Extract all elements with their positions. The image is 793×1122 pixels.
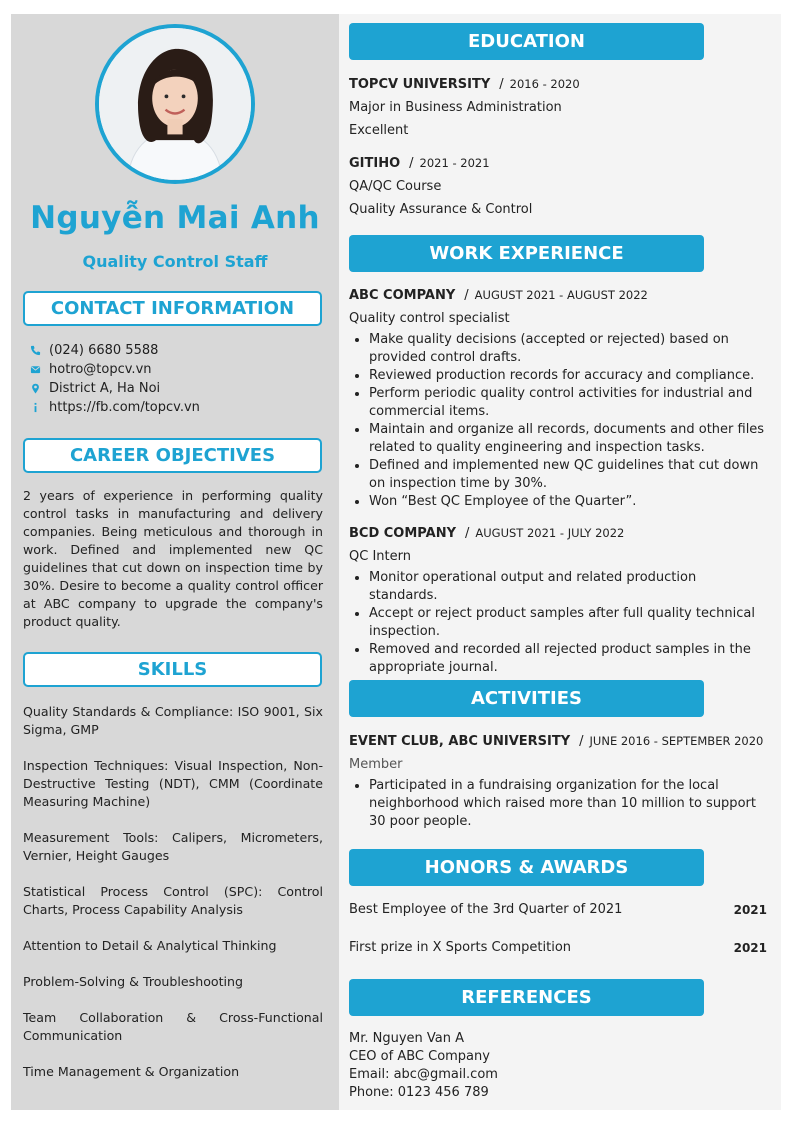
activities-section (349, 730, 767, 831)
contact-website (28, 398, 328, 417)
award-name: Best Employee of the 3rd Quarter of 2021 (349, 902, 623, 917)
activity-role: Member (349, 757, 403, 772)
skill-item: Measurement Tools: Calipers, Micrometers, Vernier, Height Gauges (23, 830, 323, 863)
activity-org: EVENT CLUB, ABC UNIVERSITY (349, 734, 571, 749)
reference-email: Email: abc@gmail.com (349, 1067, 498, 1082)
job-position: QC Intern (349, 549, 411, 564)
school-name: GITIHO (349, 156, 401, 171)
references-section (349, 1030, 767, 1102)
reference-title: CEO of ABC Company (349, 1049, 490, 1064)
career-objectives-text: 2 years of experience in performing quality control tasks in manufacturing and delivery companies. Being meticulous and thorough in work. Defined and implemented new QC guidelines that cut down on inspection time by 30%. Desire to become a quality control officer at ABC company to upgrade the company's product quality. (23, 488, 323, 629)
activity-header: EVENT CLUB, ABC UNIVERSITY / JUNE 2016 - SEPTEMBER 2020 (349, 734, 764, 749)
reference-phone: Phone: 0123 456 789 (349, 1085, 489, 1100)
contact-email (28, 360, 328, 379)
job-date: AUGUST 2021 - AUGUST 2022 (474, 288, 648, 302)
resume-page (11, 14, 781, 1110)
activity-bullets (349, 777, 767, 831)
skill-item: Inspection Techniques: Visual Inspection, Non-Destructive Testing (NDT), CMM (Coordinate Measuring Machine) (23, 758, 323, 809)
job-bullets (349, 331, 767, 511)
bullet-item: Defined and implemented new QC guidelines that cut down on inspection time by 30%. (349, 457, 767, 493)
bullet-item: Participated in a fundraising organization for the local neighborhood which raised more than 10 million to support 30 poor people. (349, 777, 767, 831)
job-bullets (349, 569, 767, 677)
activity-date: JUNE 2016 - SEPTEMBER 2020 (589, 734, 764, 748)
honors-awards-heading: HONORS & AWARDS (349, 849, 704, 886)
phone-text: (024) 6680 5588 (49, 343, 159, 358)
award-year: 2021 (733, 903, 767, 917)
job-position: Quality control specialist (349, 311, 510, 326)
education-major: Major in Business Administration (349, 100, 562, 115)
avatar (95, 24, 255, 184)
company-name: ABC COMPANY (349, 288, 456, 303)
activities-heading: ACTIVITIES (349, 680, 704, 717)
reference-name: Mr. Nguyen Van A (349, 1031, 465, 1046)
awards-section (349, 900, 767, 976)
location-icon (28, 382, 42, 396)
bullet-item: Reviewed production records for accuracy and compliance. (349, 367, 767, 385)
address-text: District A, Ha Noi (49, 381, 161, 396)
work-experience-section (349, 284, 767, 677)
skills-heading: SKILLS (23, 652, 322, 687)
bullet-item: Accept or reject product samples after full quality technical inspection. (349, 605, 767, 641)
skill-item: Problem-Solving & Troubleshooting (23, 974, 244, 989)
skills-list (23, 703, 323, 1099)
contact-heading: CONTACT INFORMATION (23, 291, 322, 326)
company-name: BCD COMPANY (349, 526, 456, 541)
bullet-item: Removed and recorded all rejected product samples in the appropriate journal. (349, 641, 767, 677)
phone-icon (28, 344, 42, 358)
education-entry-header: TOPCV UNIVERSITY / 2016 - 2020 (349, 77, 580, 92)
contact-address (28, 379, 328, 398)
info-icon (28, 401, 42, 415)
skill-item: Attention to Detail & Analytical Thinking (23, 938, 277, 953)
skill-item: Team Collaboration & Cross-Functional Communication (23, 1010, 323, 1043)
education-entry-header: GITIHO / 2021 - 2021 (349, 156, 490, 171)
work-experience-heading: WORK EXPERIENCE (349, 235, 704, 272)
candidate-role: Quality Control Staff (82, 252, 268, 271)
website-text: https://fb.com/topcv.vn (49, 400, 200, 415)
email-text: hotro@topcv.vn (49, 362, 152, 377)
award-row (349, 938, 767, 976)
award-year: 2021 (733, 941, 767, 955)
bullet-item: Perform periodic quality control activities for industrial and commercial items. (349, 385, 767, 421)
education-section (349, 73, 767, 221)
bullet-item: Maintain and organize all records, documents and other files related to quality engineering and inspection tasks. (349, 421, 767, 457)
career-objectives-heading: CAREER OBJECTIVES (23, 438, 322, 473)
skill-item: Statistical Process Control (SPC): Control Charts, Process Capability Analysis (23, 884, 323, 917)
education-grade: Excellent (349, 123, 409, 138)
job-header: ABC COMPANY / AUGUST 2021 - AUGUST 2022 (349, 288, 648, 303)
skill-item: Time Management & Organization (23, 1064, 240, 1079)
left-column (11, 14, 339, 1110)
email-icon (28, 363, 42, 377)
contact-phone (28, 341, 328, 360)
job-header: BCD COMPANY / AUGUST 2021 - JULY 2022 (349, 526, 625, 541)
education-course-detail: Quality Assurance & Control (349, 202, 533, 217)
bullet-item: Make quality decisions (accepted or rejected) based on provided control drafts. (349, 331, 767, 367)
references-heading: REFERENCES (349, 979, 704, 1016)
school-name: TOPCV UNIVERSITY (349, 77, 491, 92)
education-heading: EDUCATION (349, 23, 704, 60)
education-course: QA/QC Course (349, 179, 442, 194)
education-date: 2016 - 2020 (509, 77, 580, 91)
right-column (339, 14, 781, 1110)
profile-photo (99, 28, 251, 180)
contact-list (28, 341, 328, 417)
job-date: AUGUST 2021 - JULY 2022 (475, 526, 625, 540)
bullet-item: Won “Best QC Employee of the Quarter”. (349, 493, 767, 511)
skill-item: Quality Standards & Compliance: ISO 9001, Six Sigma, GMP (23, 704, 323, 737)
education-date: 2021 - 2021 (419, 156, 490, 170)
award-name: First prize in X Sports Competition (349, 940, 572, 955)
bullet-item: Monitor operational output and related production standards. (349, 569, 767, 605)
award-row (349, 900, 767, 938)
candidate-name: Nguyễn Mai Anh (30, 200, 320, 236)
